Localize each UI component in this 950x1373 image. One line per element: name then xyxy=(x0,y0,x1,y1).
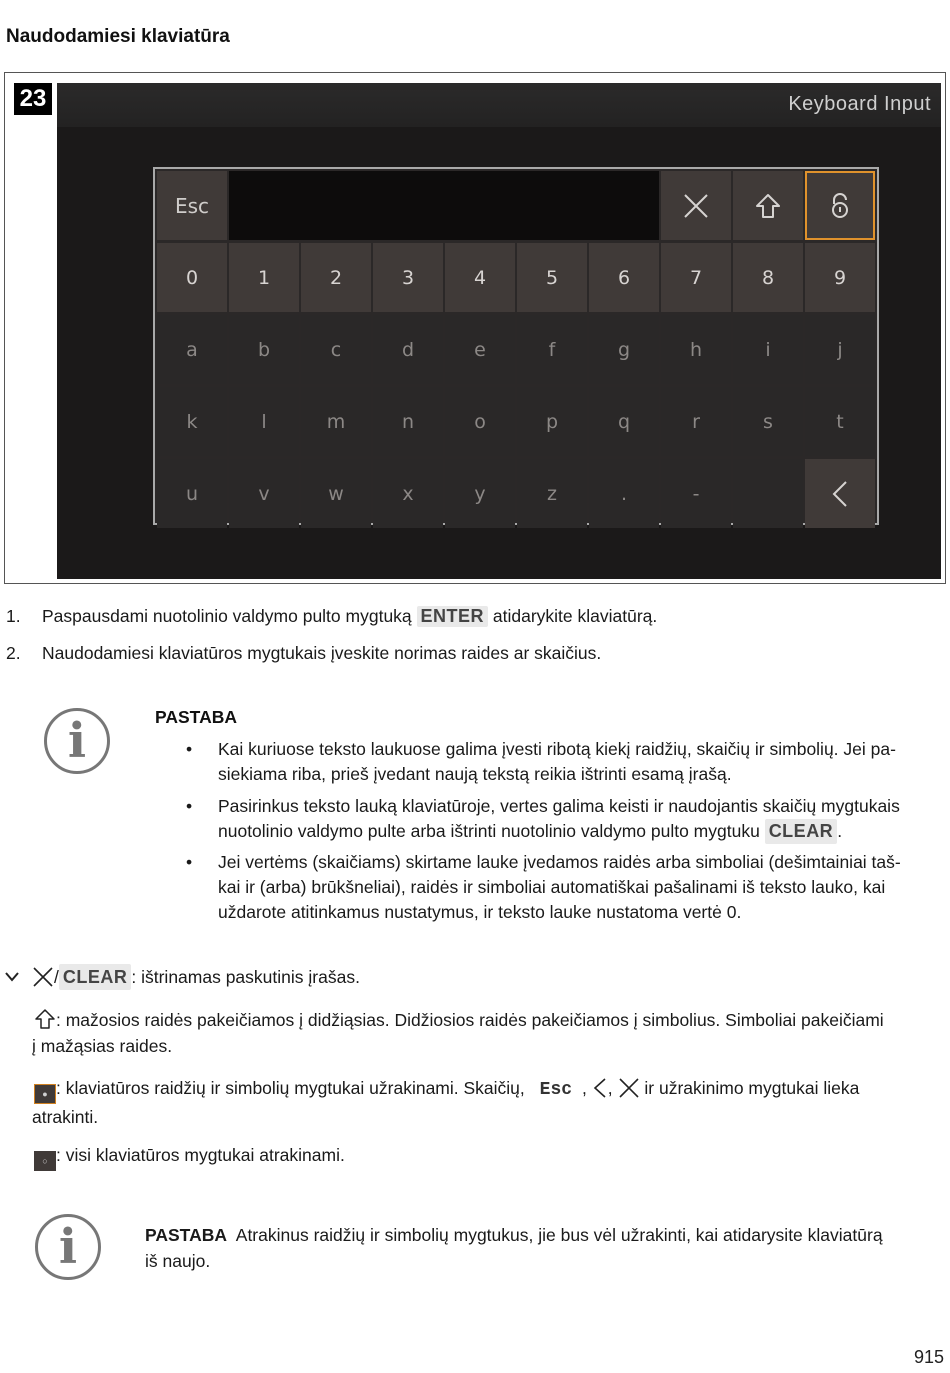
legend-lock-text-2: atrakinti. xyxy=(32,1107,99,1127)
letter-key[interactable]: d xyxy=(373,315,443,384)
bullet-dot: • xyxy=(186,796,193,816)
number-key[interactable]: 1 xyxy=(229,243,299,312)
letter-key[interactable]: l xyxy=(229,387,299,456)
step-text-end: atidarykite klaviatūrą. xyxy=(488,606,658,626)
letter-key[interactable]: a xyxy=(157,315,227,384)
letter-key[interactable]: m xyxy=(301,387,371,456)
screen-header xyxy=(57,83,941,127)
legend-unlock-text: : visi klaviatūros mygtukai atrakinami. xyxy=(56,1145,345,1165)
x-icon xyxy=(618,1077,640,1099)
legend-lock-text-end: ir užrakinimo mygtukai lieka xyxy=(639,1078,860,1098)
bullet-line-end: . xyxy=(837,821,843,841)
bullet-line: uždarote atitinkamus nustatymus, ir teksto lauke nustatoma vertė 0. xyxy=(218,902,742,922)
x-icon xyxy=(682,192,710,220)
info-icon: i xyxy=(35,1214,101,1280)
legend-unlock xyxy=(34,1142,345,1171)
note-2 xyxy=(145,1222,945,1274)
letter-key[interactable]: z xyxy=(517,459,587,528)
letter-key[interactable]: - xyxy=(661,459,731,528)
letter-key[interactable]: i xyxy=(733,315,803,384)
legend-shift-text-2: į mažąsias raides. xyxy=(32,1036,173,1056)
number-key[interactable]: 0 xyxy=(157,243,227,312)
lock-icon xyxy=(827,192,853,220)
note-text-2: iš naujo. xyxy=(145,1251,211,1271)
legend-shift-text: : mažosios raidės pakeičiamos į didžiąsias. Didžiosios raidės pakeičiamos į simbolius. Simboliai pakeičiami xyxy=(56,1010,884,1030)
letter-key[interactable]: c xyxy=(301,315,371,384)
note-bullet-3 xyxy=(186,850,926,926)
clear-key[interactable] xyxy=(661,171,731,240)
on-screen-keyboard xyxy=(153,167,879,525)
letter-key[interactable]: o xyxy=(445,387,515,456)
letter-key[interactable]: h xyxy=(661,315,731,384)
number-key[interactable]: 8 xyxy=(733,243,803,312)
shift-key[interactable] xyxy=(733,171,803,240)
step-1 xyxy=(6,606,657,627)
chevron-down-icon xyxy=(4,970,20,984)
enter-key-label: ENTER xyxy=(417,606,489,627)
step-number: 1. xyxy=(6,606,21,626)
letter-key[interactable]: r xyxy=(661,387,731,456)
note-text: Atrakinus raidžių ir simbolių mygtukus, jie bus vėl užrakinti, kai atidarysite klaviatūrą xyxy=(235,1225,883,1245)
letter-key[interactable]: y xyxy=(445,459,515,528)
x-icon xyxy=(32,966,54,988)
number-key[interactable]: 6 xyxy=(589,243,659,312)
step-text: Naudodamiesi klaviatūros mygtukais įveskite norimas raides ar skaičius. xyxy=(42,643,602,663)
letter-key[interactable]: q xyxy=(589,387,659,456)
letter-key[interactable]: v xyxy=(229,459,299,528)
text-input-field[interactable] xyxy=(229,171,659,240)
shift-arrow-icon xyxy=(754,192,782,220)
letter-key[interactable]: s xyxy=(733,387,803,456)
lock-key[interactable] xyxy=(805,171,875,240)
letter-key[interactable]: b xyxy=(229,315,299,384)
bullet-line: nuotolinio valdymo pulte arba ištrinti nuotolinio valdymo pulto mygtuku xyxy=(218,821,765,841)
legend-clear-text: : ištrinamas paskutinis įrašas. xyxy=(131,967,360,987)
number-key[interactable]: 4 xyxy=(445,243,515,312)
letter-key[interactable]: w xyxy=(301,459,371,528)
letter-key[interactable]: e xyxy=(445,315,515,384)
bullet-line: Pasirinkus teksto lauką klaviatūroje, vertes galima keisti ir naudojantis skaičių mygtukais xyxy=(218,796,900,816)
bullet-dot: • xyxy=(186,739,193,759)
esc-key[interactable]: Esc xyxy=(157,171,227,240)
number-key[interactable]: 2 xyxy=(301,243,371,312)
note-title: PASTABA xyxy=(155,707,237,727)
step-text: Paspausdami nuotolinio valdymo pulto mygtuką xyxy=(42,606,417,626)
letter-key[interactable]: k xyxy=(157,387,227,456)
letter-key[interactable]: g xyxy=(589,315,659,384)
bullet-line: siekiama riba, prieš įvedant naują tekstą reikia ištrinti esamą įrašą. xyxy=(218,764,732,784)
number-key[interactable]: 7 xyxy=(661,243,731,312)
page-number: 915 xyxy=(913,1347,944,1367)
figure-frame xyxy=(4,72,946,584)
number-key[interactable]: 5 xyxy=(517,243,587,312)
screen-title: Keyboard Input xyxy=(788,93,931,115)
figure-number: 23 xyxy=(14,83,52,115)
bullet-dot: • xyxy=(186,852,193,872)
letter-key[interactable]: n xyxy=(373,387,443,456)
backspace-key[interactable] xyxy=(805,459,875,528)
section-heading: Naudodamiesi klaviatūra xyxy=(6,26,230,47)
info-icon: i xyxy=(44,708,110,774)
letter-key[interactable]: . xyxy=(589,459,659,528)
legend-lock-text: : klaviatūros raidžių ir simbolių mygtukai užrakinami. Skaičių, xyxy=(56,1078,530,1098)
letter-key[interactable]: x xyxy=(373,459,443,528)
bullet-line: kai ir (arba) brūkšneliai), raidės ir simboliai automatiškai pašalinami iš teksto lauko, kai xyxy=(218,877,886,897)
clear-key-label: CLEAR xyxy=(765,819,838,844)
bullet-line: Jei vertėms (skaičiams) skirtame lauke įvedamos raidės arba simboliai (dešimtainiai taš- xyxy=(218,852,901,872)
letter-key[interactable]: p xyxy=(517,387,587,456)
lock-key-icon: ● xyxy=(34,1084,56,1104)
legend-shift xyxy=(34,1007,946,1059)
bullet-line: Kai kuriuose teksto laukuose galima įvesti ribotą kiekį raidžių, skaičių ir simbolių. Jei pa- xyxy=(218,739,896,759)
legend-lock: ● : klaviatūros raidžių ir simbolių mygtukai užrakinami. Skaičių, Esc , , ir užrakinimo mygtukai lieka atrakinti. xyxy=(34,1075,946,1130)
unlock-key-icon: ○ xyxy=(34,1151,56,1171)
note-bullet-1 xyxy=(186,737,926,787)
number-key[interactable]: 3 xyxy=(373,243,443,312)
clear-key-label: CLEAR xyxy=(59,964,132,990)
letter-key[interactable]: f xyxy=(517,315,587,384)
blank-key[interactable] xyxy=(733,459,803,528)
letter-key[interactable]: j xyxy=(805,315,875,384)
letter-key[interactable]: u xyxy=(157,459,227,528)
step-number: 2. xyxy=(6,643,21,663)
legend-clear: / CLEAR : ištrinamas paskutinis įrašas. xyxy=(4,964,360,990)
shift-arrow-icon xyxy=(34,1008,56,1030)
tv-screen xyxy=(57,83,941,579)
chevron-left-icon xyxy=(829,479,851,509)
chevron-left-icon xyxy=(592,1077,608,1099)
letter-key[interactable]: t xyxy=(805,387,875,456)
number-key[interactable]: 9 xyxy=(805,243,875,312)
note-bullet-2 xyxy=(186,794,926,844)
esc-key-label: Esc xyxy=(539,1080,573,1100)
step-2 xyxy=(6,643,601,664)
note-title: PASTABA xyxy=(145,1225,227,1245)
